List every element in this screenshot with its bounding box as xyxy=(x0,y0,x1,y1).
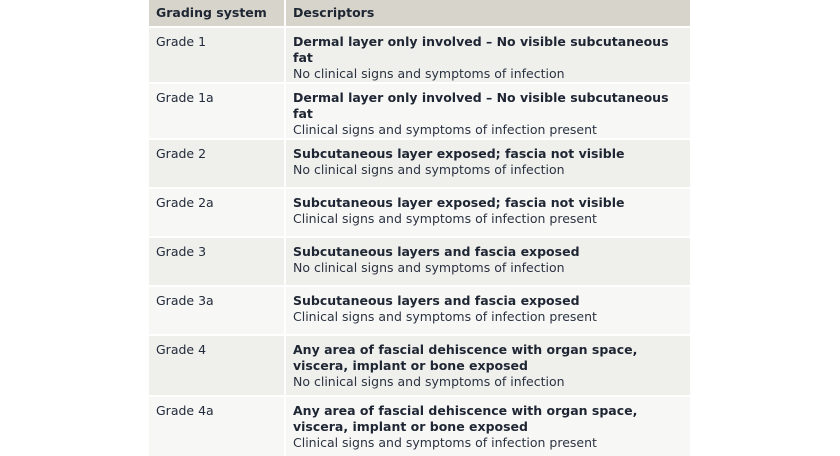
descriptor-cell xyxy=(286,395,690,456)
descriptor-cell xyxy=(286,82,690,138)
table-row xyxy=(149,187,690,236)
descriptor-primary: Subcutaneous layer exposed; fascia not visible xyxy=(293,195,625,210)
grade-label: Grade 4a xyxy=(156,403,214,418)
grade-cell xyxy=(149,285,286,334)
descriptor-primary: Any area of fascial dehiscence with organ space, viscera, implant or bone exposed xyxy=(293,342,638,373)
descriptor-secondary: No clinical signs and symptoms of infection xyxy=(293,260,565,275)
header-descriptors: Descriptors xyxy=(286,0,690,26)
descriptor-secondary: No clinical signs and symptoms of infection xyxy=(293,374,565,389)
grade-cell xyxy=(149,26,286,82)
descriptor-cell xyxy=(286,334,690,395)
descriptor-cell xyxy=(286,26,690,82)
header-row xyxy=(149,0,690,26)
descriptor-primary: Subcutaneous layers and fascia exposed xyxy=(293,244,580,259)
table-row xyxy=(149,26,690,82)
grade-label: Grade 1 xyxy=(156,34,207,49)
grade-label: Grade 3 xyxy=(156,244,207,259)
table-header xyxy=(149,0,690,26)
grade-cell xyxy=(149,236,286,285)
grade-label: Grade 2a xyxy=(156,195,214,210)
descriptor-secondary: Clinical signs and symptoms of infection present xyxy=(293,309,597,324)
grade-label: Grade 3a xyxy=(156,293,214,308)
grade-label: Grade 2 xyxy=(156,146,207,161)
descriptor-cell xyxy=(286,236,690,285)
descriptor-cell xyxy=(286,187,690,236)
table-row xyxy=(149,236,690,285)
table-row xyxy=(149,285,690,334)
table-row xyxy=(149,82,690,138)
descriptor-primary: Subcutaneous layers and fascia exposed xyxy=(293,293,580,308)
descriptor-secondary: No clinical signs and symptoms of infection xyxy=(293,162,565,177)
descriptor-secondary: No clinical signs and symptoms of infection xyxy=(293,66,565,81)
grade-label: Grade 1a xyxy=(156,90,214,105)
descriptor-cell xyxy=(286,138,690,187)
table-row xyxy=(149,138,690,187)
grading-table xyxy=(149,0,690,456)
descriptor-primary: Subcutaneous layer exposed; fascia not visible xyxy=(293,146,625,161)
table-row xyxy=(149,395,690,456)
grade-label: Grade 4 xyxy=(156,342,207,357)
grade-cell xyxy=(149,82,286,138)
descriptor-cell xyxy=(286,285,690,334)
grade-cell xyxy=(149,395,286,456)
descriptor-primary: Any area of fascial dehiscence with organ space, viscera, implant or bone exposed xyxy=(293,403,638,434)
descriptor-primary: Dermal layer only involved – No visible subcutaneous fat xyxy=(293,34,669,65)
table-body xyxy=(149,26,690,456)
grade-cell xyxy=(149,138,286,187)
descriptor-secondary: Clinical signs and symptoms of infection present xyxy=(293,122,597,137)
header-grading-system: Grading system xyxy=(149,0,286,26)
descriptor-primary: Dermal layer only involved – No visible subcutaneous fat xyxy=(293,90,669,121)
grade-cell xyxy=(149,187,286,236)
descriptor-secondary: Clinical signs and symptoms of infection present xyxy=(293,211,597,226)
descriptor-secondary: Clinical signs and symptoms of infection present xyxy=(293,435,597,450)
table-row xyxy=(149,334,690,395)
grade-cell xyxy=(149,334,286,395)
